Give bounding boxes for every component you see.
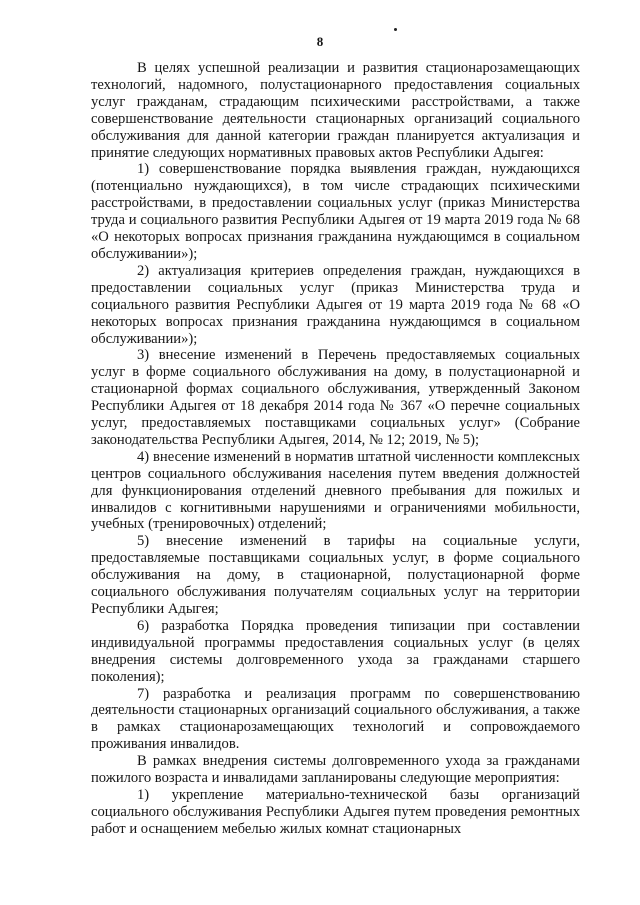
list-item-4: 4) внесение изменений в норматив штатной численности комплексных центров социального обслуживания населения путем введения должностей для функционирования отделений дневного пребывания для пожилых и инвалидов с когнитивными нарушениями и ограничениями мобильности, учебных (тренировочных) отделений; [91,448,580,533]
document-body [91,60,580,838]
long-term-care-paragraph: В рамках внедрения системы долговременного ухода за гражданами пожилого возраста и инвалидами запланированы следующие мероприятия: [91,753,580,787]
list-item-2: 2) актуализация критериев определения граждан, нуждающихся в предоставлении социальных услуг (приказ Министерства труда и социального развития Республики Адыгея от 19 марта 2019 года № 68 «О некоторых вопросах признания гражданина нуждающимся в социальном обслуживании»); [91,262,580,347]
list-item-1: 1) совершенствование порядка выявления граждан, нуждающихся (потенциально нуждающихся), в том числе страдающих психическими расстройствами, в предоставлении социальных услуг (приказ Министерства труда и социального развития Республики Адыгея от 19 марта 2019 года № 68 «О некоторых вопросах признания гражданина нуждающимся в социальном обслуживании»); [91,161,580,262]
list-item-5: 5) внесение изменений в тарифы на социальные услуги, предоставляемые поставщиками социальных услуг, в форме социального обслуживания на дому, в стационарной, полустационарной форме социального обслуживания получателям социальных услуг на территории Республики Адыгея; [91,533,580,617]
list-item-6: 6) разработка Порядка проведения типизации при составлении индивидуальной программы предоставления социальных услуг (в целях внедрения системы долговременного ухода за гражданами старшего поколения); [91,617,580,685]
scan-dot-mark [394,28,397,31]
list-item-3: 3) внесение изменений в Перечень предоставляемых социальных услуг в форме социального обслуживания на дому, в полустационарной и стационарной формах социального обслуживания, утвержденный Законом Республики Адыгея от 18 декабря 2014 года № 367 «О перечне социальных услуг, предоставляемых поставщиками социальных услуг» (Собрание законодательства Республики Адыгея, 2014, № 12; 2019, № 5); [91,347,580,448]
list-item-7: 7) разработка и реализация программ по совершенствованию деятельности стационарных организаций социального обслуживания, а также в рамках стационарозамещающих технологий и сопровождаемого проживания инвалидов. [91,685,580,753]
page-number: 8 [316,34,324,49]
intro-paragraph: В целях успешной реализации и развития стационарозамещающих технологий, надомного, полустационарного предоставления социальных услуг гражданам, страдающим психическими расстройствами, а также совершенствование деятельности стационарных организаций социального обслуживания для данной категории граждан планируется актуализация и принятие следующих нормативных правовых актов Республики Адыгея: [91,60,580,161]
measure-item-1: 1) укрепление материально-технической базы организаций социального обслуживания Республики Адыгея путем проведения ремонтных работ и оснащением мебелью жилых комнат стационарных [91,786,580,837]
